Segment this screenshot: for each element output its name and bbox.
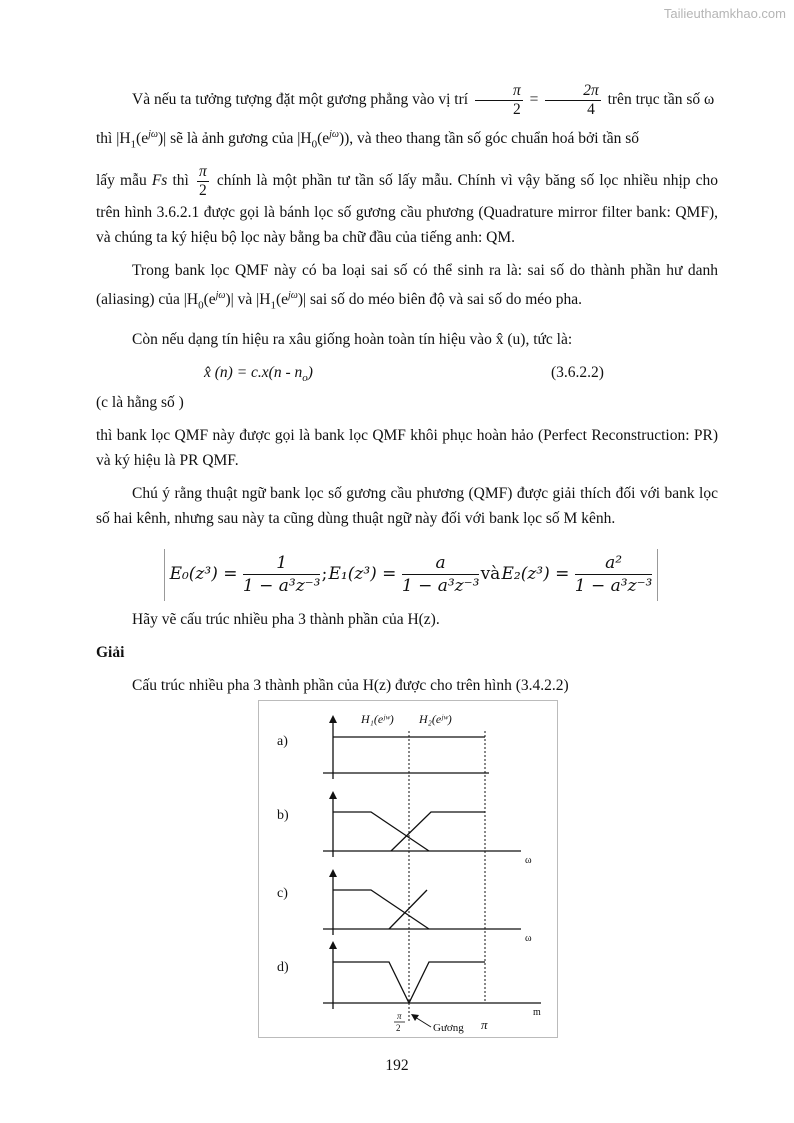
pi-half-den: 2 [396, 1023, 401, 1033]
paragraph-mirror-cont: thì $|H_1(e^{j\omega})|$ sẽ là ảnh gương của $|H_0(e^{j\omega})$), và theo thang tần số góc chuẩn hoá bởi tần số [96, 129, 640, 151]
equation-e0: E₀(z³) = $\frac{1}{\text{1 − a³z⁻³}}$ [169, 553, 321, 596]
qmf-figure [258, 700, 558, 1038]
paragraph-pr-qmf: thì bank lọc QMF này được gọi là bank lọc QMF khôi phục hoàn hảo (Perfect Reconstruction: PR) và ký hiệu là PR QMF. [96, 426, 718, 469]
paragraph-task: Hãy vẽ cấu trúc nhiều pha 3 thành phần của H(z). [132, 610, 440, 628]
omega-label-d: m [533, 1007, 541, 1018]
text: Và nếu ta tưởng tượng đặt một gương phẳng vào vị trí [132, 91, 469, 108]
fraction-pi-over-2-b: $\frac{\pi}{2}$ [198, 163, 207, 200]
fraction-2pi-over-4: $\frac{2\pi}{4}$ [545, 82, 601, 119]
page-content [96, 80, 718, 698]
paragraph-solution: Cấu trúc nhiều pha 3 thành phần của H(z) được cho trên hình (3.4.2.2) [132, 676, 569, 694]
equation-e1: E₁(z³) = $\frac{a}{\text{1 − a³z⁻³}}$ [328, 553, 480, 596]
row-label-a: a) [277, 734, 288, 749]
row-label-b: b) [277, 808, 289, 823]
mirror-label: Gương [433, 1022, 464, 1034]
paragraph-errors: Trong bank lọc QMF này có ba loại sai số có thể sinh ra là: sai số do thành phần hư danh (aliasing) của $|H_0(e^{j\omega})|$ và $|H_1(e^{j\omega})|$ sai số do méo biên độ và sai số do méo pha. [96, 262, 718, 312]
solution-heading: Giải [96, 643, 125, 661]
omega-label-b: ω [525, 855, 532, 866]
fraction-pi-over-2: $\frac{\pi}{2}$ [475, 82, 523, 119]
response-c-low [333, 890, 429, 929]
text: trên trục tần số ω [607, 91, 715, 108]
page-number: 192 [385, 1057, 409, 1074]
separator: ; [321, 564, 328, 584]
row-label-d: d) [277, 960, 289, 975]
paragraph-mirror [96, 80, 718, 120]
pi-half-num: π [397, 1011, 402, 1021]
paragraph-constant: (c là hằng số ) [96, 393, 184, 411]
response-b-low [333, 812, 429, 851]
equation-3-6-2-2 [96, 360, 718, 390]
polyphase-equations [164, 549, 658, 601]
equals-sign: = [529, 91, 539, 108]
pi-label: π [481, 1017, 488, 1032]
equation-number: (3.6.2.2) [551, 363, 604, 381]
label-h2: H₂(eʲʷ) [419, 712, 452, 726]
paragraph-mirror-cont2: lấy mẫu Fs thì $\frac{\pi}{2}$ chính là một phần tư tần số lấy mẫu. Chính vì vậy băng số lọc nhiều nhịp cho trên hình 3.6.2.1 được gọi là bánh lọc số gương cầu phương (Quadrature mirror filter bank: QMF), và chúng ta ký hiệu bộ lọc này bằng ba chữ đầu của tiếng anh: QM. [96, 163, 718, 247]
omega-label-c: ω [525, 933, 532, 944]
qmf-diagram [259, 701, 557, 1037]
row-label-c: c) [277, 886, 288, 901]
equation-e2: E₂(z³) = $\frac{\text{a²}}{\text{1 − a³z⁻³}}$ [501, 553, 653, 596]
response-b-high [391, 812, 485, 851]
conjunction: và [480, 564, 501, 584]
paragraph-signal: Còn nếu dạng tín hiệu ra xâu giống hoàn toàn tín hiệu vào x̂ (u), tức là: [132, 330, 573, 348]
paragraph-note: Chú ý rằng thuật ngữ bank lọc số gương cầu phương (QMF) được giải thích đối với bank lọc số hai kênh, nhưng sau này ta cũng dùng thuật ngữ này đối với bank lọc số M kênh. [96, 484, 718, 527]
label-h1: H₁(eʲʷ) [361, 712, 394, 726]
watermark: Tailieuthamkhao.com [663, 6, 786, 21]
equation-body: x̂ $(n) = c.x(n - n_o)$ [204, 363, 313, 384]
